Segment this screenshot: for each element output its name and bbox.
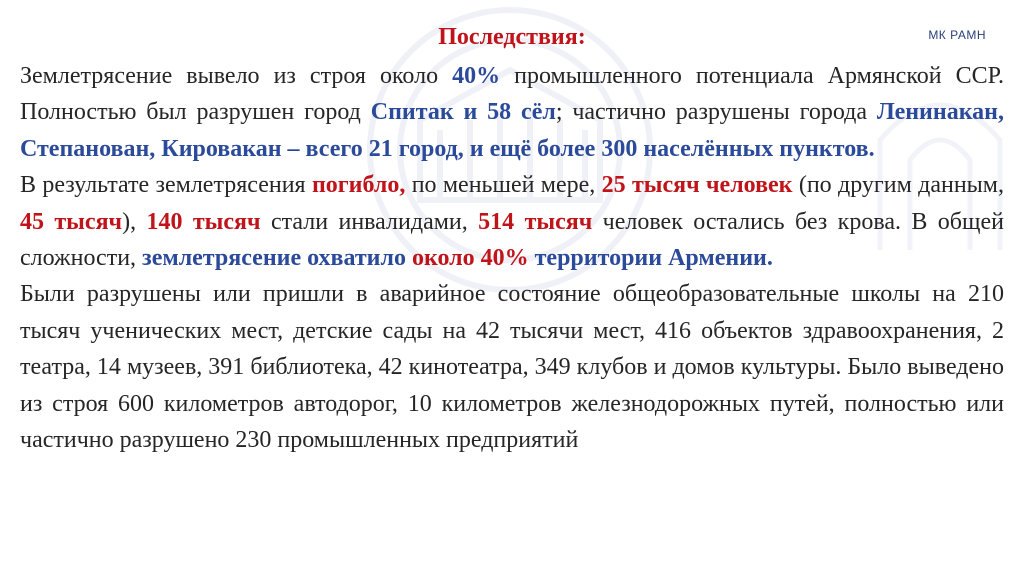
text-segment: ), bbox=[122, 208, 147, 235]
paragraph-consequences bbox=[20, 58, 1004, 167]
highlight-red: 25 тысяч человек bbox=[601, 172, 793, 199]
page-title: Последствия: bbox=[438, 24, 586, 50]
highlight-red: 514 тысяч bbox=[478, 208, 593, 235]
highlight-red: 45 тысяч bbox=[20, 208, 123, 235]
logo-text: МК РАМН bbox=[928, 28, 986, 42]
text-segment: стали инвалидами, bbox=[260, 208, 479, 235]
content-body bbox=[20, 58, 1004, 458]
highlight-blue: Ленинакан, Степанован, Кировакан – всего 21 город, и ещё более 300 населённых пунктов. bbox=[20, 99, 1005, 162]
text-segment: промышленного потенциала Армянской ССР. Полностью был разрушен город bbox=[20, 63, 1004, 126]
highlight-red: 140 тысяч bbox=[146, 208, 261, 235]
text-segment: (по другим данным, bbox=[792, 172, 1004, 199]
paragraph-infrastructure: Были разрушены или пришли в аварийное состояние общеобразовательные школы на 210 тысяч ученических мест, детские сады на 42 тысячи мест, 416 объектов здравоохранения, 2 театра, 14 музеев, 391 библиотека, 42 кинотеатра, 349 клубов и домов культуры. Было выведено из строя 600 километров автодорог, 10 километров железнодорожных путей, полностью или частично разрушено 230 промышленных предприятий bbox=[20, 281, 1004, 454]
highlight-blue: территории Армении. bbox=[534, 245, 773, 272]
highlight-red: погибло, bbox=[311, 172, 406, 199]
paragraph-casualties bbox=[20, 167, 1004, 276]
text-segment: Землетрясение вывело из строя около bbox=[20, 63, 453, 89]
highlight-blue: 40% bbox=[452, 63, 501, 89]
highlight-red: около 40% bbox=[411, 245, 529, 272]
text-segment: ; частично разрушены города bbox=[555, 99, 877, 126]
highlight-blue: Спитак и 58 сёл bbox=[370, 99, 556, 126]
text-segment: В результате землетрясения bbox=[20, 172, 312, 199]
text-segment: человек остались без крова. В общей сложности, bbox=[20, 208, 1004, 272]
text-segment: по меньшей мере, bbox=[405, 172, 602, 199]
highlight-blue: землетрясение охватило bbox=[142, 245, 406, 272]
